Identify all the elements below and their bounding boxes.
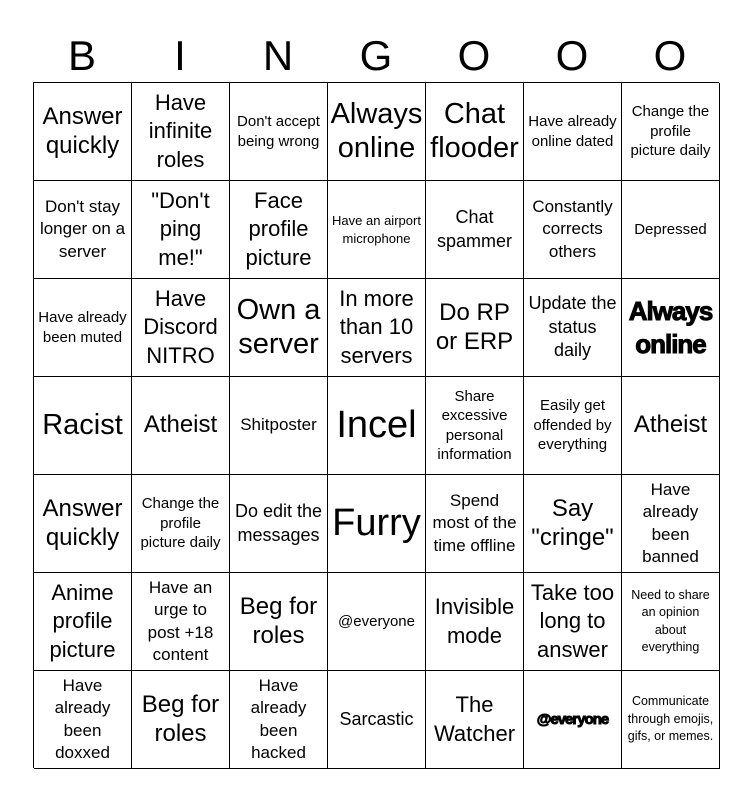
bingo-cell[interactable]: [132, 671, 230, 769]
cell-text: In more than 10 servers: [339, 285, 414, 368]
bingo-cell[interactable]: [34, 181, 132, 279]
header-letter-2: I: [174, 32, 186, 79]
cell-text: Chat flooder: [430, 98, 519, 164]
cell-text: Update the status daily: [528, 293, 617, 361]
bingo-cell[interactable]: [328, 573, 426, 671]
bingo-cell[interactable]: [426, 83, 524, 181]
cell-text: Answer quickly: [42, 494, 123, 551]
bingo-header: [33, 30, 719, 82]
cell-text: Need to share an opinion about everything: [631, 587, 710, 654]
bingo-cell[interactable]: [34, 671, 132, 769]
bingo-cell[interactable]: [132, 83, 230, 181]
cell-text: @everyone: [338, 612, 415, 630]
bingo-cell[interactable]: [34, 573, 132, 671]
bingo-cell[interactable]: [622, 475, 720, 573]
header-letter-3: N: [262, 32, 294, 79]
cell-text: Always online: [330, 98, 423, 164]
bingo-cell[interactable]: [622, 181, 720, 279]
bingo-cell[interactable]: [426, 671, 524, 769]
bingo-cell[interactable]: [328, 475, 426, 573]
header-letter-7: O: [653, 32, 687, 79]
cell-text: Don't accept being wrong: [237, 113, 320, 150]
cell-text: Constantly corrects others: [532, 197, 613, 261]
cell-text: Anime profile picture: [49, 579, 116, 662]
bingo-cell[interactable]: [622, 83, 720, 181]
header-letter-6: O: [555, 32, 589, 79]
cell-text: Change the profile picture daily: [140, 495, 221, 552]
cell-text: Depressed: [634, 220, 707, 238]
bingo-cell[interactable]: [328, 181, 426, 279]
cell-text: Do RP or ERP: [435, 298, 514, 355]
cell-text: Take too long to answer: [530, 579, 615, 662]
cell-text: Don't stay longer on a server: [39, 197, 126, 261]
bingo-cell[interactable]: [230, 475, 328, 573]
bingo-cell[interactable]: [132, 377, 230, 475]
cell-text: Face profile picture: [245, 187, 312, 270]
cell-text: Have an urge to post +18 content: [147, 578, 214, 664]
bingo-cell[interactable]: [230, 83, 328, 181]
cell-text: Atheist: [633, 411, 708, 439]
cell-text: Beg for roles: [141, 690, 220, 747]
cell-text: Shitposter: [240, 415, 317, 435]
cell-text: Beg for roles: [239, 592, 318, 649]
bingo-cell[interactable]: [230, 279, 328, 377]
header-letter-4: G: [359, 32, 393, 79]
bingo-cell[interactable]: [426, 279, 524, 377]
cell-text: Own a server: [236, 294, 321, 360]
header-letter-1: B: [67, 32, 96, 79]
bingo-cell[interactable]: [524, 377, 622, 475]
bingo-cell[interactable]: [328, 377, 426, 475]
bingo-cell[interactable]: [132, 279, 230, 377]
bingo-cell[interactable]: [230, 573, 328, 671]
bingo-cell[interactable]: [524, 279, 622, 377]
bingo-cell[interactable]: [622, 671, 720, 769]
bingo-cell[interactable]: [622, 377, 720, 475]
cell-text: Incel: [336, 403, 417, 446]
cell-text: Have already been muted: [38, 309, 127, 346]
bingo-cell[interactable]: [622, 279, 720, 377]
bingo-cell[interactable]: [524, 181, 622, 279]
bingo-cell[interactable]: [426, 573, 524, 671]
cell-text: Sarcastic: [339, 708, 414, 729]
bingo-cell[interactable]: [426, 377, 524, 475]
cell-text: Do edit the messages: [234, 501, 323, 545]
cell-text: Spend most of the time offline: [432, 491, 517, 555]
cell-text: Invisible mode: [434, 593, 515, 648]
bingo-cell[interactable]: [34, 279, 132, 377]
bingo-cell[interactable]: [230, 671, 328, 769]
bingo-cell[interactable]: [132, 573, 230, 671]
cell-text: Racist: [42, 408, 123, 441]
bingo-cell[interactable]: [230, 377, 328, 475]
cell-text: Have Discord NITRO: [143, 285, 218, 368]
bingo-cell[interactable]: [34, 475, 132, 573]
bingo-cell[interactable]: [230, 181, 328, 279]
bingo-cell[interactable]: [132, 475, 230, 573]
bingo-cell[interactable]: [328, 83, 426, 181]
cell-text: "Don't ping me!": [151, 187, 210, 270]
cell-text: Have already been doxxed: [54, 676, 111, 762]
cell-text: Have an airport microphone: [332, 212, 421, 246]
bingo-cell[interactable]: [524, 671, 622, 769]
cell-text: Have already been banned: [642, 480, 699, 566]
header-letter-5: O: [457, 32, 491, 79]
bingo-cell[interactable]: [34, 377, 132, 475]
cell-text: Change the profile picture daily: [630, 103, 711, 160]
bingo-cell[interactable]: [34, 83, 132, 181]
bingo-cell[interactable]: [328, 671, 426, 769]
cell-text: Share excessive personal information: [437, 387, 512, 463]
cell-text: Have infinite roles: [148, 89, 213, 172]
cell-text: Have already online dated: [528, 113, 617, 150]
cell-text: Chat spammer: [436, 207, 512, 251]
bingo-cell[interactable]: [622, 573, 720, 671]
bingo-cell[interactable]: [524, 573, 622, 671]
bingo-cell[interactable]: [328, 279, 426, 377]
cell-text: Always online: [628, 296, 713, 359]
cell-text: Have already been hacked: [250, 676, 307, 762]
cell-text: Easily get offended by everything: [533, 397, 612, 454]
cell-text: Answer quickly: [42, 102, 123, 159]
bingo-cell[interactable]: [426, 475, 524, 573]
bingo-grid: [33, 82, 719, 768]
bingo-cell[interactable]: [132, 181, 230, 279]
cell-text: The Watcher: [433, 691, 516, 746]
bingo-cell[interactable]: [426, 181, 524, 279]
cell-text: Communicate through emojis, gifs, or memes.: [627, 694, 714, 744]
bingo-cell[interactable]: [524, 475, 622, 573]
cell-text: @everyone: [536, 710, 609, 728]
cell-text: Furry: [332, 501, 421, 544]
bingo-cell[interactable]: [524, 83, 622, 181]
cell-text: Atheist: [143, 411, 218, 439]
cell-text: Say "cringe": [531, 494, 614, 551]
